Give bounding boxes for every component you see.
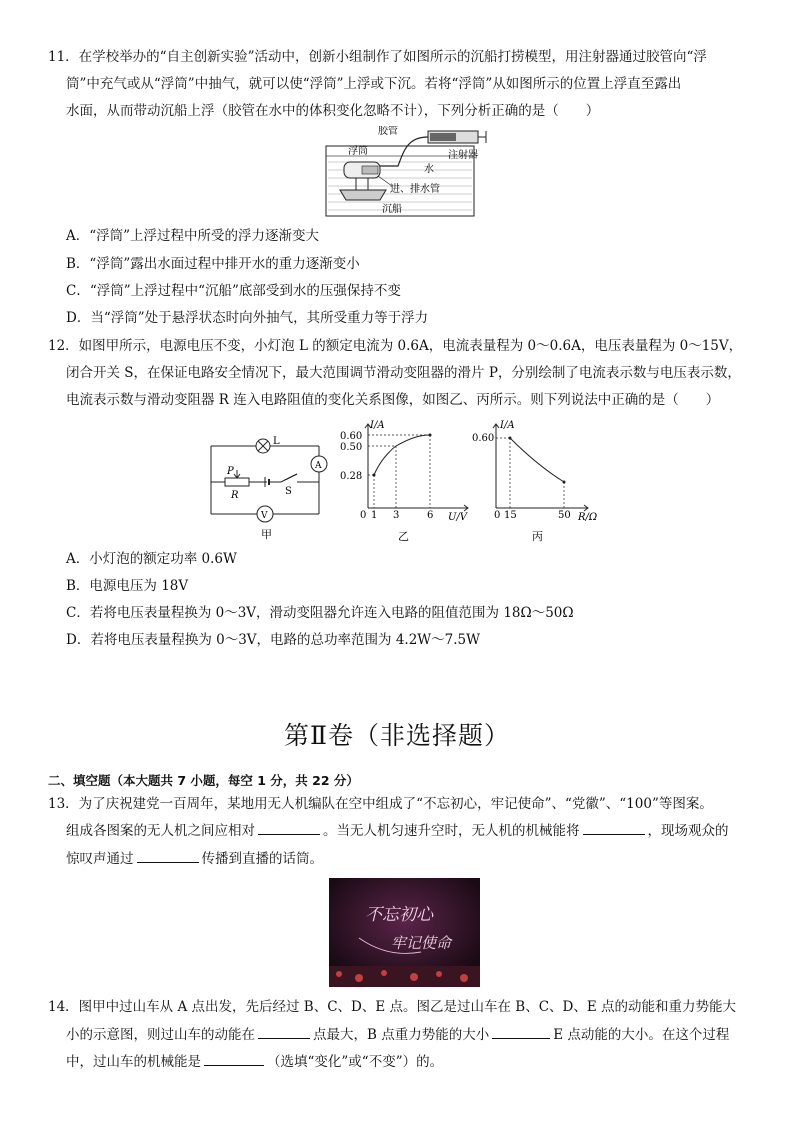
q11-option-a: A．“浮筒”上浮过程中所受的浮力逐渐变大 bbox=[66, 228, 320, 244]
graph-yi bbox=[336, 418, 476, 544]
yi-ytick-028: 0.28 bbox=[340, 471, 363, 482]
photo-text-1: 不忘初心 bbox=[365, 905, 433, 925]
q14-line1: 14．图甲中过山车从 A 点出发，先后经过 B、C、D、E 点。图乙是过山车在 B、C、D、E 点的动能和重力势能大 bbox=[48, 999, 737, 1015]
q12-option-a: A．小灯泡的额定功率 0.6W bbox=[66, 551, 237, 567]
yi-ytick-050: 0.50 bbox=[340, 442, 363, 453]
lamp-label: L bbox=[273, 436, 280, 447]
bing-xtick-15: 15 bbox=[504, 510, 517, 521]
yi-xlabel: U/V bbox=[448, 512, 468, 523]
voltmeter-label: V bbox=[261, 511, 268, 521]
q11-line2: 筒”中充气或从“浮筒”中抽气，就可以使“浮筒”上浮或下沉。若将“浮筒”从如图所示的位置上浮直至露出 bbox=[66, 76, 682, 92]
q11-option-b: B．“浮筒”露出水面过程中排开水的重力逐渐变小 bbox=[66, 256, 360, 272]
yi-xtick-0: 0 bbox=[360, 510, 367, 521]
bing-xlabel: R/Ω bbox=[578, 512, 598, 523]
q11-line3: 水面，从而带动沉船上浮（胶管在水中的体积变化忽略不计），下列分析正确的是（ ） bbox=[66, 103, 600, 119]
yi-xtick-3: 3 bbox=[393, 510, 400, 521]
q14-blank-2[interactable] bbox=[492, 1037, 550, 1039]
q14-line2 bbox=[66, 1029, 729, 1043]
q12-option-d: D．若将电压表量程换为 0～3V，电路的总功率范围为 4.2W～7.5W bbox=[66, 632, 481, 648]
ship-label: 沉船 bbox=[382, 204, 402, 215]
q13-line3-part-a: 惊叹声通过 bbox=[66, 851, 134, 867]
circuit-diagram bbox=[205, 428, 331, 543]
q14-blank-3[interactable] bbox=[204, 1064, 264, 1066]
syringe-label: 注射器 bbox=[448, 150, 478, 161]
q14-line3-part-a: 中，过山车的机械能是 bbox=[66, 1054, 201, 1070]
q11-figure bbox=[318, 126, 498, 218]
photo-text-2: 牢记使命 bbox=[391, 934, 452, 952]
graph-bing bbox=[470, 418, 610, 544]
section2-header: 二、填空题（本大题共 7 小题，每空 1 分，共 22 分） bbox=[48, 773, 359, 788]
q13-blank-3[interactable] bbox=[137, 861, 199, 863]
float-label: 浮筒 bbox=[348, 146, 368, 157]
water-label: 水 bbox=[424, 164, 434, 175]
q12-option-c: C．若将电压表量程换为 0～3V，滑动变阻器允许连入电路的阻值范围为 18Ω～50Ω bbox=[66, 605, 574, 621]
bing-ytick-060: 0.60 bbox=[472, 433, 495, 444]
bing-xtick-50: 50 bbox=[558, 510, 571, 521]
resistor-symbol bbox=[225, 478, 249, 486]
q14-line2-part-b: 点最大，B 点重力势能的大小 bbox=[313, 1027, 490, 1043]
resistor-label: R bbox=[231, 490, 239, 501]
yi-xtick-1: 1 bbox=[371, 510, 378, 521]
ammeter-label: A bbox=[315, 461, 322, 471]
slider-label: P bbox=[227, 466, 234, 477]
rubber-tube bbox=[378, 137, 428, 166]
pipe-label: 进、排水管 bbox=[390, 184, 440, 195]
q13-line1: 13．为了庆祝建党一百周年，某地用无人机编队在空中组成了“不忘初心，牢记使命”、“党徽”、“100”等图案。 bbox=[48, 796, 713, 812]
sunken-ship bbox=[340, 190, 386, 200]
q13-line2-part-a: 组成各图案的无人机之间应相对 bbox=[66, 823, 255, 839]
q14-line3-part-b: （选填“变化”或“不变”）的。 bbox=[267, 1054, 444, 1070]
q13-line3-part-b: 传播到直播的话筒。 bbox=[201, 851, 323, 867]
yi-curve bbox=[374, 435, 430, 475]
drone-show-photo bbox=[329, 878, 480, 987]
bing-curve bbox=[510, 438, 564, 482]
q12-line2: 闭合开关 S，在保证电路安全情况下，最大范围调节滑动变阻器的滑片 P，分别绘制了电流表示数与电压表示数， bbox=[66, 365, 741, 381]
tube-label: 胶管 bbox=[378, 126, 398, 137]
q13-blank-1[interactable] bbox=[258, 833, 320, 835]
q14-line2-part-a: 小的示意图，则过山车的动能在 bbox=[66, 1027, 255, 1043]
q14-line3 bbox=[66, 1056, 443, 1070]
q11-option-d: D．当“浮筒”处于悬浮状态时向外抽气，其所受重力等于浮力 bbox=[66, 310, 429, 326]
yi-xtick-6: 6 bbox=[427, 510, 434, 521]
circuit-caption: 甲 bbox=[261, 528, 272, 541]
bing-caption: 丙 bbox=[532, 530, 543, 543]
q13-line2-part-b: 。当无人机匀速升空时，无人机的机械能将 bbox=[323, 823, 580, 839]
yi-ylabel: I/A bbox=[370, 420, 385, 431]
yi-caption: 乙 bbox=[398, 530, 409, 543]
part2-title: 第Ⅱ卷（非选择题） bbox=[284, 721, 510, 750]
bing-xtick-0: 0 bbox=[494, 510, 501, 521]
q13-line2 bbox=[66, 825, 729, 839]
q13-blank-2[interactable] bbox=[583, 833, 645, 835]
yi-ytick-060: 0.60 bbox=[340, 431, 363, 442]
q11-line1: 11．在学校举办的“自主创新实验”活动中，创新小组制作了如图所示的沉船打捞模型，用注射器通过胶管向“浮 bbox=[48, 49, 707, 65]
bing-ylabel: I/A bbox=[500, 420, 515, 431]
q14-line2-part-c: E 点动能的大小。在这个过程 bbox=[553, 1027, 730, 1043]
q12-option-b: B．电源电压为 18V bbox=[66, 578, 189, 594]
q12-line1: 12．如图甲所示，电源电压不变，小灯泡 L 的额定电流为 0.6A，电流表量程为 0～0.6A，电压表量程为 0～15V， bbox=[48, 338, 743, 354]
q13-line2-part-c: ，现场观众的 bbox=[647, 823, 729, 839]
q12-line3: 电流表示数与滑动变阻器 R 连入电路阻值的变化关系图像，如图乙、丙所示。则下列说法中正确的是（ ） bbox=[66, 392, 720, 408]
q13-line3 bbox=[66, 853, 323, 867]
q11-option-c: C．“浮筒”上浮过程中“沉船”底部受到水的压强保持不变 bbox=[66, 283, 401, 299]
q14-blank-1[interactable] bbox=[258, 1037, 310, 1039]
switch-label: S bbox=[285, 486, 292, 497]
